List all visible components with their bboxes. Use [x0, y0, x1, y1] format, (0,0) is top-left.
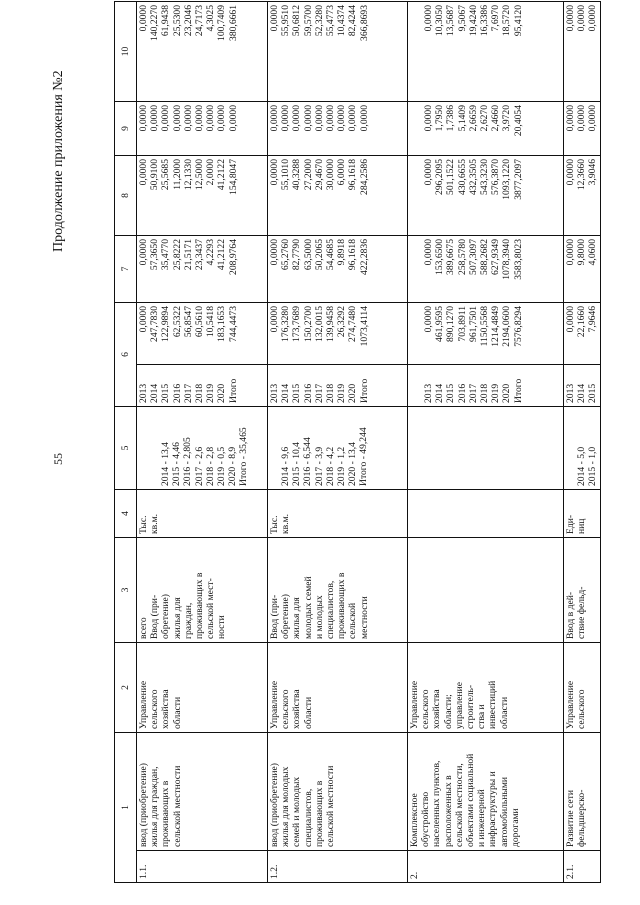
funding-col7: 0,0000 57,3650 35,4770 25,8222 21,5171 23,3437 4,2293 41,2122 208,9764	[137, 235, 268, 302]
column-header-7: 7	[115, 235, 137, 302]
target-values: 2014 - 13,4 2015 - 4,46 2016 - 2,805 2017 - 2,6 2018 - 2,8 2019 - 0,5 2020 - 8,9 Итого - 35,465	[137, 406, 268, 489]
row-number: 2.1.	[564, 851, 601, 883]
responsible-body: Управление сельского хозяйства области	[137, 642, 268, 732]
column-header-4: 4	[115, 489, 137, 537]
column-header-1: 1	[115, 732, 137, 882]
funding-col9: 0,0000 1,7950 1,7386 5,1409 2,6659 2,6270 2,4660 3,9720 20,4054	[408, 101, 564, 155]
activity-name: ввод (приобретение) жилья для граждан, проживающих в сельской местности	[137, 732, 268, 850]
funding-col6: 0,0000 22,1660 7,9646	[564, 302, 601, 364]
column-header-8: 8	[115, 155, 137, 235]
table-row	[137, 1, 268, 882]
table-row	[408, 1, 564, 882]
funding-col6: 0,0000 461,9595 890,1270 703,8911 961,7501 1150,5568 1214,4849 2194,0600 7576,8294	[408, 302, 564, 364]
funding-col6: 0,0000 247,7830 122,9894 62,5322 56,8547 60,5610 10,5418 183,1653 744,4473	[137, 302, 268, 364]
row-number: 1.1.	[137, 851, 268, 883]
program-table	[114, 1, 601, 883]
unit: Тыс. кв.м.	[137, 489, 268, 537]
column-header-6: 6	[115, 302, 137, 406]
funding-col10: 0,0000 0,0000 0,0000	[564, 1, 601, 101]
indicator-name	[408, 537, 564, 642]
row-number: 1.2.	[268, 851, 408, 883]
funding-col6: 0,0000 176,3280 173,7689 150,2700 132,0015 139,9458 26,3292 274,7480 1073,4114	[268, 302, 408, 364]
target-values: 2014 - 9,6 2015 - 10,4 2016 - 6,544 2017 - 3,9 2018 - 4,2 2019 - 1,2 2020 - 13,4 Итого - 49,244	[268, 406, 408, 489]
responsible-body: Управление сельского хозяйства области	[268, 642, 408, 732]
column-number-row	[115, 1, 137, 882]
unit	[408, 489, 564, 537]
column-header-5: 5	[115, 406, 137, 489]
indicator-name: Ввод (при- обретение) жилья для молодых семей и молодых специалистов, проживающих в сельской местности	[268, 537, 408, 642]
funding-col8: 0,0000 50,9100 25,5685 11,2000 12,1330 12,5000 2,0000 41,2122 154,8047	[137, 155, 268, 235]
column-header-2: 2	[115, 642, 137, 732]
years-list: 2013 2014 2015	[564, 364, 601, 406]
funding-col10: 0,0000 55,9510 50,6812 59,5700 52,3280 55,4773 10,4374 82,4244 366,8693	[268, 1, 408, 101]
funding-col10: 0,0000 140,2270 61,9438 25,5300 23,2046 24,7173 4,3025 100,7409 380,6661	[137, 1, 268, 101]
column-header-3: 3	[115, 537, 137, 642]
table-row	[564, 1, 601, 882]
indicator-name: Ввод в дей- ствие фельд-	[564, 537, 601, 642]
unit: Еди- ниц	[564, 489, 601, 537]
funding-col8: 0,0000 55,1010 40,3288 27,2000 29,4670 30,0000 6,0000 96,1618 284,2586	[268, 155, 408, 235]
funding-col8: 0,0000 12,3660 3,9046	[564, 155, 601, 235]
funding-col7: 0,0000 153,6500 389,6675 258,5780 507,3097 588,2682 627,9349 1078,3940 3583,8023	[408, 235, 564, 302]
funding-col8: 0,0000 296,2095 501,1522 430,6655 432,3505 543,3230 576,3870 1093,1220 3877,2097	[408, 155, 564, 235]
funding-col9: 0,0000 0,0000 0,0000	[564, 101, 601, 155]
indicator-name: всего Ввод (при- обретение) жилья для граждан, проживающих в сельской мест- ности	[137, 537, 268, 642]
years-list: 2013 2014 2015 2016 2017 2018 2019 2020 Итого	[408, 364, 564, 406]
page-number: 55	[51, 453, 65, 465]
responsible-body: Управление сельского	[564, 642, 601, 732]
row-number: 2.	[408, 851, 564, 883]
target-values: 2014 - 5,0 2015 - 1,0	[564, 406, 601, 489]
funding-col9: 0,0000 0,0000 0,0000 0,0000 0,0000 0,0000 0,0000 0,0000 0,0000	[268, 101, 408, 155]
funding-col7: 0,0000 65,2760 82,7790 63,5000 50,2065 54,4685 9,8918 96,1618 422,2836	[268, 235, 408, 302]
target-values	[408, 406, 564, 489]
funding-col7: 0,0000 9,8000 4,0600	[564, 235, 601, 302]
years-list: 2013 2014 2015 2016 2017 2018 2019 2020 Итого	[268, 364, 408, 406]
funding-col10: 0,0000 10,3050 13,5687 9,5067 19,4240 16,3386 7,6970 18,5720 95,4120	[408, 1, 564, 101]
column-header-9: 9	[115, 101, 137, 155]
activity-name: Комплексное обустройство населенных пунктов, расположенных в сельской местности, объектами социальной и инженерной инфраструктуры и автомобильными дорогами	[408, 732, 564, 850]
funding-col9: 0,0000 0,0000 0,0000 0,0000 0,0000 0,0000 0,0000 0,0000 0,0000	[137, 101, 268, 155]
activity-name: Развитие сети фельдшерско-	[564, 732, 601, 850]
responsible-body: Управление сельского хозяйства области; управление строитель- ства и инвестиций области	[408, 642, 564, 732]
column-header-10: 10	[115, 1, 137, 101]
appendix-title: Продолжение приложения №2	[51, 70, 66, 252]
years-list: 2013 2014 2015 2016 2017 2018 2019 2020 Итого	[137, 364, 268, 406]
table-row	[268, 1, 408, 882]
activity-name: ввод (приобретение) жилья для молодых семей и молодых специалистов, проживающих в сельской местности	[268, 732, 408, 850]
unit: Тыс. кв.м.	[268, 489, 408, 537]
